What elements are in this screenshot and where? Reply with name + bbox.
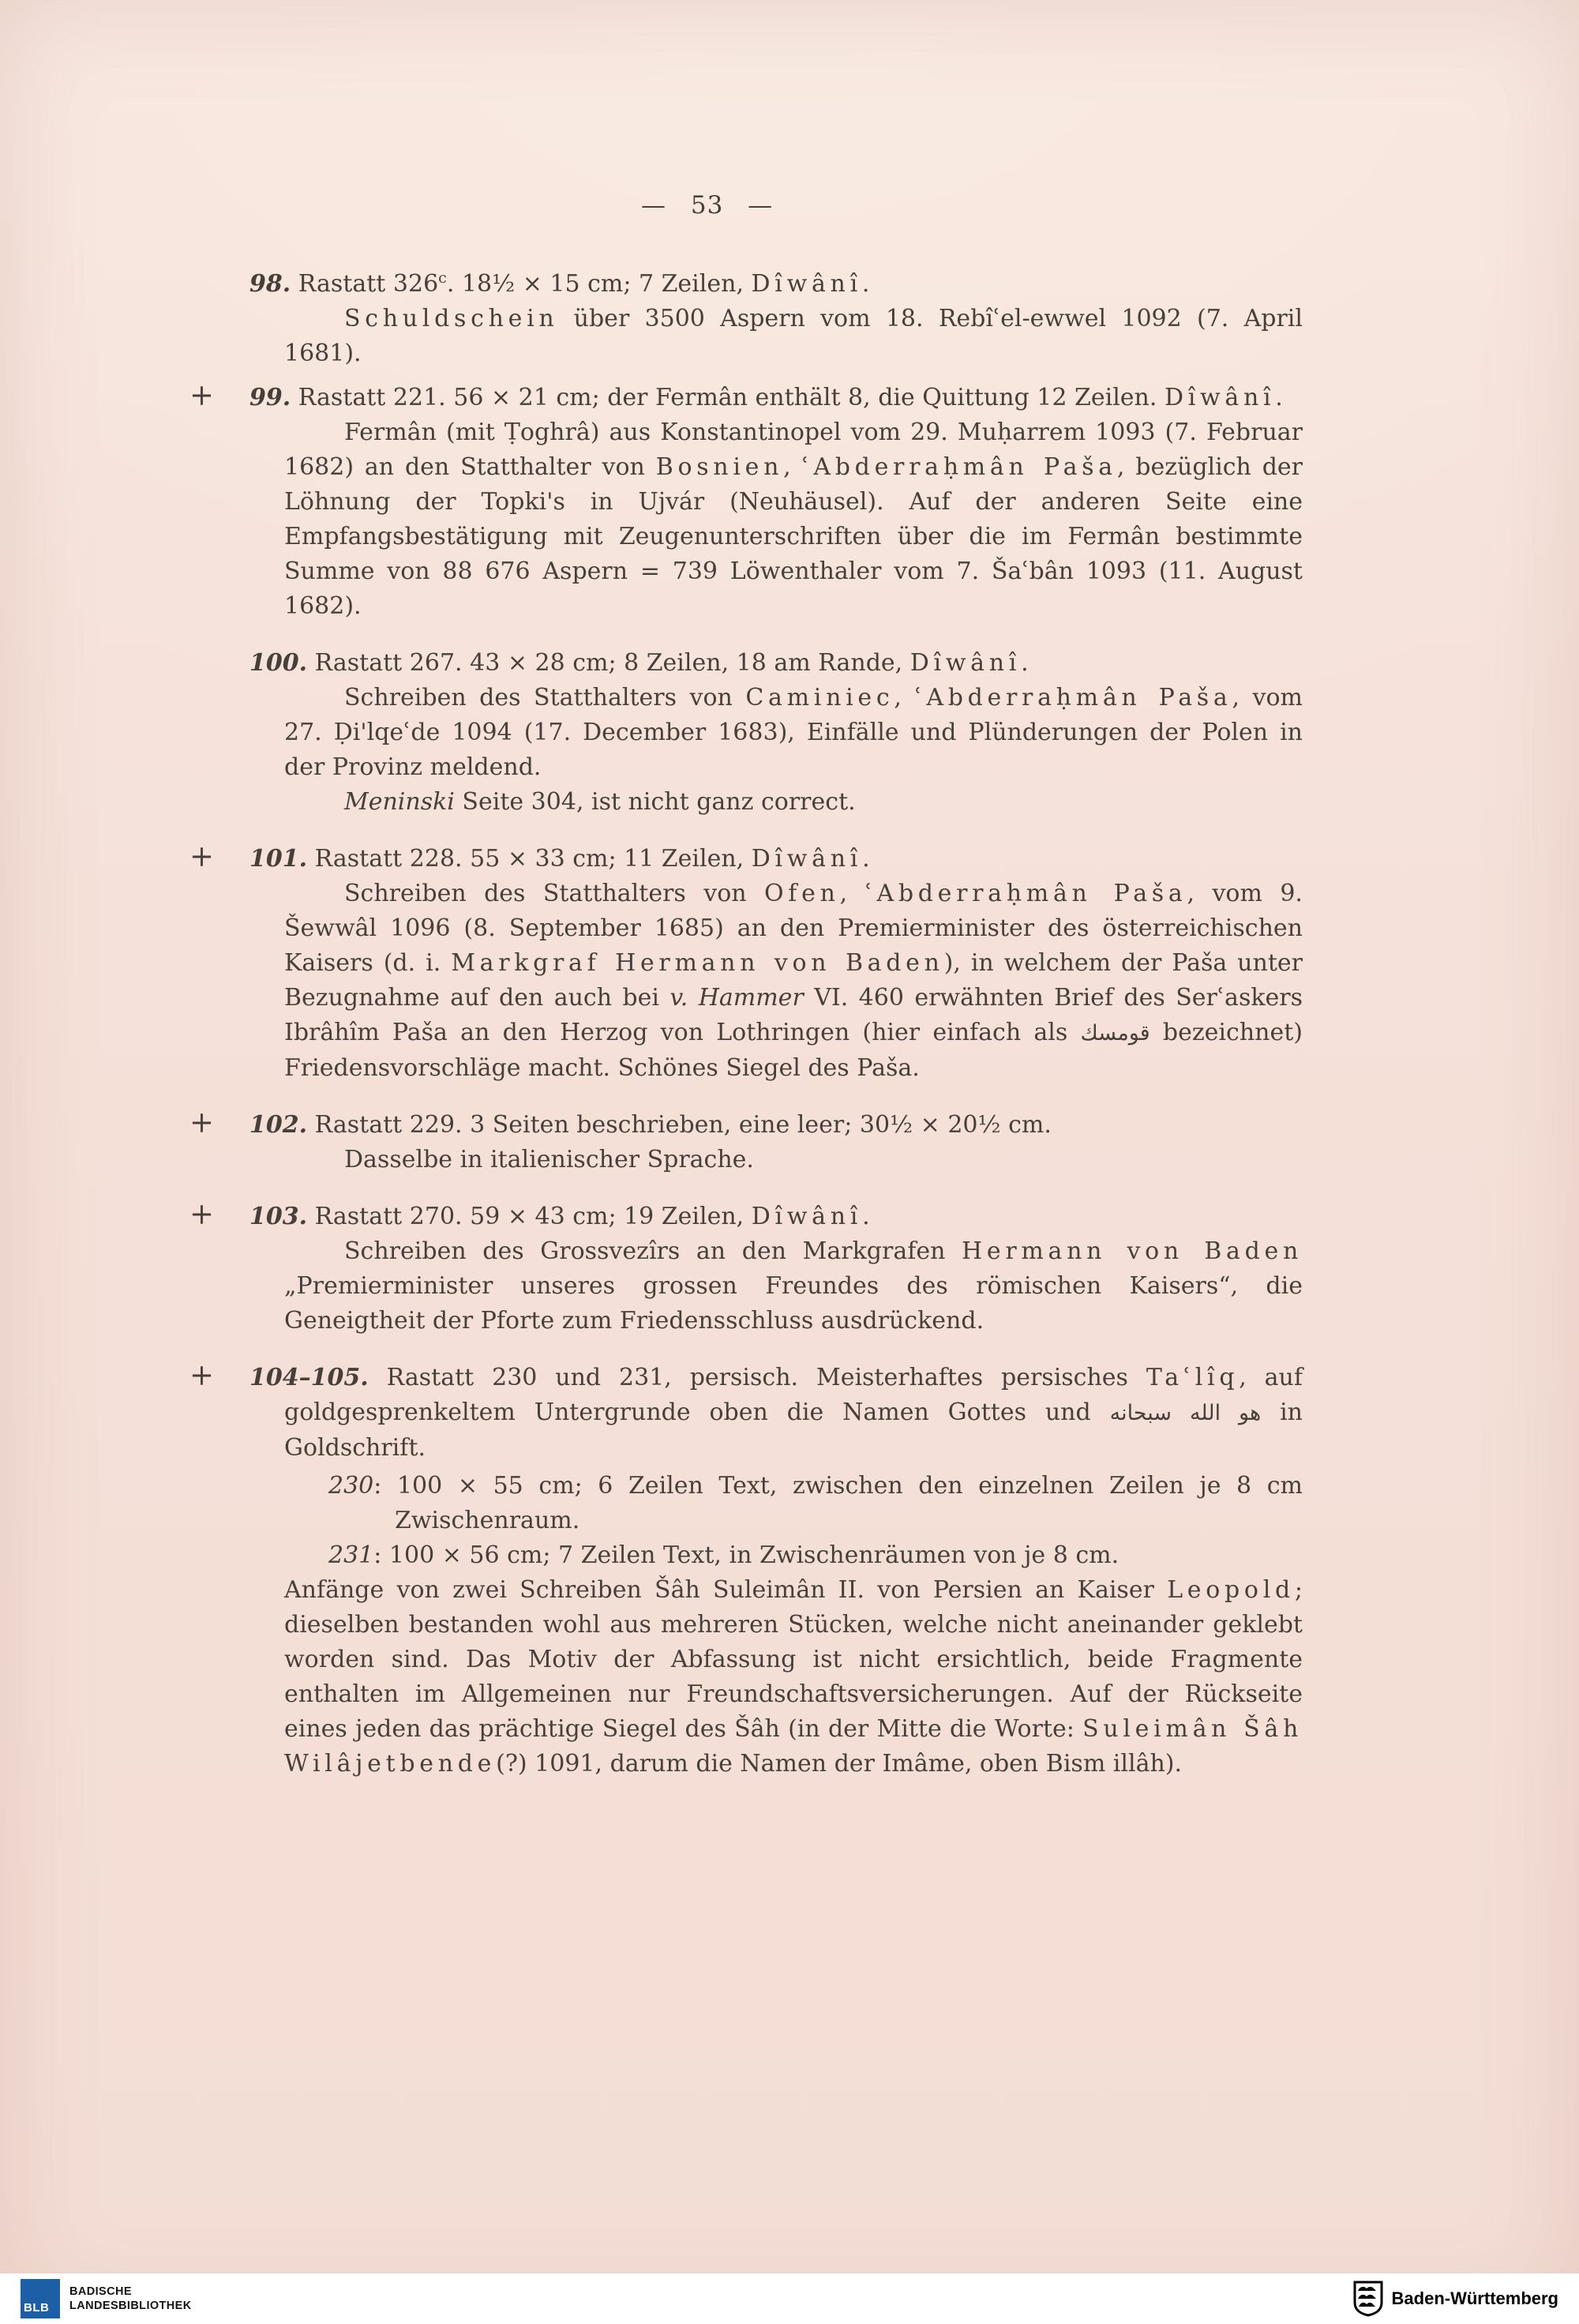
entry-heading <box>249 1200 1303 1234</box>
spaced-text: Dîwânî. <box>910 649 1033 677</box>
text-segment: Rastatt 326 <box>298 270 439 298</box>
entry-102 <box>189 1106 1303 1177</box>
entry-number: 99. <box>249 384 291 411</box>
text-segment: , vom 9. Šewwâl 1096 (8. September 1685) an den Premierminister des österreichischen Kaisers (d. i. <box>284 880 1303 977</box>
text-segment: Anfänge von zwei Schreiben Šâh Suleimân II. von Persien an Kaiser <box>284 1576 1168 1604</box>
catalog-entries <box>189 267 1303 1781</box>
italic-text: 230 <box>328 1472 374 1500</box>
spaced-text: Dîwânî. <box>751 1203 875 1230</box>
text-segment: , vom 27. Ḍi'lqeʿde 1094 (17. December 1683), Einfälle und Plünderungen der Polen in der Provinz meldend. <box>284 684 1303 781</box>
superscript-letter: c <box>438 269 447 287</box>
spaced-text: Dîwânî. <box>751 270 875 298</box>
entry-100 <box>249 646 1303 820</box>
entry-number: 98. <box>249 270 291 298</box>
entry-heading <box>249 842 1303 877</box>
plus-mark: + <box>189 1197 215 1231</box>
text-segment: , <box>783 453 802 481</box>
entry-number: 104–105. <box>249 1364 369 1391</box>
plus-mark: + <box>189 839 215 873</box>
entry-paragraph <box>284 1573 1303 1781</box>
entry-paragraph <box>284 415 1303 624</box>
italic-text: v. Hammer <box>669 984 804 1012</box>
text-segment: Schreiben des Statthalters von <box>344 684 746 711</box>
text-segment: Schreiben des Statthalters von <box>344 880 765 907</box>
text-segment: Rastatt 230 und 231, persisch. Meisterhaftes persisches <box>386 1364 1146 1391</box>
text-segment: Rastatt 221. 56 × 21 cm; der Fermân enthält 8, die Quittung 12 Zeilen. <box>298 384 1165 411</box>
page-number: — 53 — <box>641 191 774 220</box>
scan-footer-bar <box>0 2273 1579 2324</box>
spaced-text: Hermann von Baden <box>962 1237 1303 1265</box>
spaced-text: Caminiec <box>745 684 895 711</box>
text-segment: Seite 304, ist nicht ganz correct. <box>454 788 856 816</box>
entry-98 <box>249 267 1303 371</box>
entry-99 <box>189 378 1303 624</box>
plus-mark: + <box>189 1358 215 1392</box>
entry-paragraph <box>284 302 1303 371</box>
entry-paragraph: Dasselbe in italienischer Sprache. <box>344 1146 754 1173</box>
text-segment: : 100 × 55 cm; 6 Zeilen Text, zwischen den einzelnen Zeilen je 8 cm Zwischenraum. <box>373 1472 1303 1534</box>
italic-text: 231 <box>328 1541 374 1569</box>
blb-logo-square: BLB <box>21 2279 60 2318</box>
spaced-text: Bosnien <box>655 453 784 481</box>
text-segment: ; dieselben bestanden wohl aus mehreren Stücken, welche nicht aneinander geklebt worden sind. Das Motiv der Abfassung ist nicht ersichtlich, beide Fragmente enthalten im Allgemeinen nur Freundschaftsversicherungen. Auf der Rückseite eines jeden das prächtige Siegel des Šâh (in der Mitte die Worte: <box>284 1576 1303 1743</box>
text-segment: Fermân (mit Ṭoghrâ) aus Konstantinopel vom 29. Muḥarrem 1093 (7. Februar 1682) an den Statthalter von <box>284 419 1303 481</box>
text-segment: , auf goldgesprenkeltem Untergrunde oben die Namen Gottes und <box>284 1364 1303 1426</box>
entry-paragraph <box>284 1234 1303 1338</box>
text-segment: Schreiben des Grossvezîrs an den Markgrafen <box>344 1237 962 1265</box>
text-segment: , <box>894 684 915 711</box>
entry-note <box>284 785 1303 820</box>
text-segment: , <box>839 880 865 907</box>
arabic-word: قومسك <box>1080 1021 1150 1046</box>
text-segment: in Goldschrift. <box>284 1399 1303 1462</box>
spaced-text: Markgraf Hermann von Baden <box>451 949 944 977</box>
measurement-sublist <box>284 1469 1303 1573</box>
text-segment: „Premierminister unseres grossen Freundes des römischen Kaisers“, die Geneigtheit der Pforte zum Friedensschluss ausdrückend. <box>284 1272 1303 1335</box>
text-segment: über 3500 Aspern vom 18. Rebîʿel-ewwel 1092 (7. April 1681). <box>284 305 1303 367</box>
entry-heading <box>249 267 1303 302</box>
entry-number: 102. <box>249 1111 308 1139</box>
library-name-line2: LANDESBIBLIOTHEK <box>69 2300 192 2312</box>
italic-text: Meninski <box>344 788 455 816</box>
entry-number: 100. <box>249 649 308 677</box>
plus-mark: + <box>189 1106 215 1139</box>
text-segment: ), in welchem der Paša unter Bezugnahme auf den auch bei <box>284 949 1303 1012</box>
spaced-text: Schuldschein <box>344 305 559 332</box>
baden-wuerttemberg-logo <box>1352 2281 1558 2317</box>
page-content <box>189 0 1303 1781</box>
entry-104-105 <box>189 1358 1303 1781</box>
spaced-text: Suleimân Šâh Wilâjetbende <box>284 1715 1303 1778</box>
text-segment: , bezüglich der Löhnung der Topki's in Ujvár (Neuhäusel). Auf der anderen Seite eine Empfangsbestätigung mit Zeugenunterschriften über die im Fermân bestimmte Summe von 88 676 Aspern = 739 Löwenthaler vom 7. Šaʿbân 1093 (11. August 1682). <box>284 453 1303 620</box>
entry-103 <box>189 1197 1303 1338</box>
region-label: Baden-Württemberg <box>1391 2288 1558 2308</box>
spaced-text: ʿAbderraḥmân Paša <box>801 453 1117 481</box>
entry-number: 103. <box>249 1203 308 1230</box>
plus-mark: + <box>189 378 215 412</box>
entry-101 <box>189 839 1303 1086</box>
text-segment: Rastatt 228. 55 × 33 cm; 11 Zeilen, <box>314 845 752 873</box>
blb-logo <box>21 2279 192 2318</box>
spaced-text: Ofen <box>764 880 840 907</box>
text-segment: : 100 × 56 cm; 7 Zeilen Text, in Zwischenräumen von je 8 cm. <box>373 1541 1120 1569</box>
arabic-phrase: هو الله سبحانه <box>1109 1401 1262 1425</box>
entry-heading <box>249 646 1303 681</box>
spaced-text: Taʿlîq <box>1146 1364 1240 1391</box>
entry-paragraph <box>284 877 1303 1086</box>
text-segment: Rastatt 267. 43 × 28 cm; 8 Zeilen, 18 am Rande, <box>314 649 910 677</box>
entry-number: 101. <box>249 845 308 873</box>
spaced-text: Dîwânî. <box>1164 384 1288 411</box>
entry-heading <box>249 1361 1303 1466</box>
spaced-text: Leopold <box>1167 1576 1295 1604</box>
text-segment: Rastatt 229. 3 Seiten beschrieben, eine leer; 30½ × 20½ cm. <box>314 1111 1052 1139</box>
sub-item-230 <box>328 1469 1303 1538</box>
spaced-text: ʿAbderraḥmân Paša <box>865 880 1187 907</box>
entry-heading <box>249 1108 1303 1143</box>
text-segment: VI. 460 erwähnten Brief des Serʿaskers Ibrâhîm Paša an den Herzog von Lothringen (hier einfach als <box>284 984 1303 1046</box>
bw-coat-of-arms-icon <box>1352 2281 1384 2317</box>
spaced-text: ʿAbderraḥmân Paša <box>914 684 1232 711</box>
entry-heading <box>249 381 1303 415</box>
text-segment: Rastatt 270. 59 × 43 cm; 19 Zeilen, <box>314 1203 752 1230</box>
sub-item-231 <box>328 1538 1303 1573</box>
entry-paragraph <box>284 681 1303 785</box>
library-name <box>69 2285 192 2313</box>
text-segment: (?) 1091, darum die Namen der Imâme, oben Bism illâh). <box>496 1750 1183 1778</box>
library-name-line1: BADISCHE <box>69 2285 132 2298</box>
text-segment: . 18½ × 15 cm; 7 Zeilen, <box>446 270 752 298</box>
text-segment: bezeichnet) Friedensvorschläge macht. Schönes Siegel des Paša. <box>284 1019 1303 1082</box>
spaced-text: Dîwânî. <box>751 845 875 873</box>
